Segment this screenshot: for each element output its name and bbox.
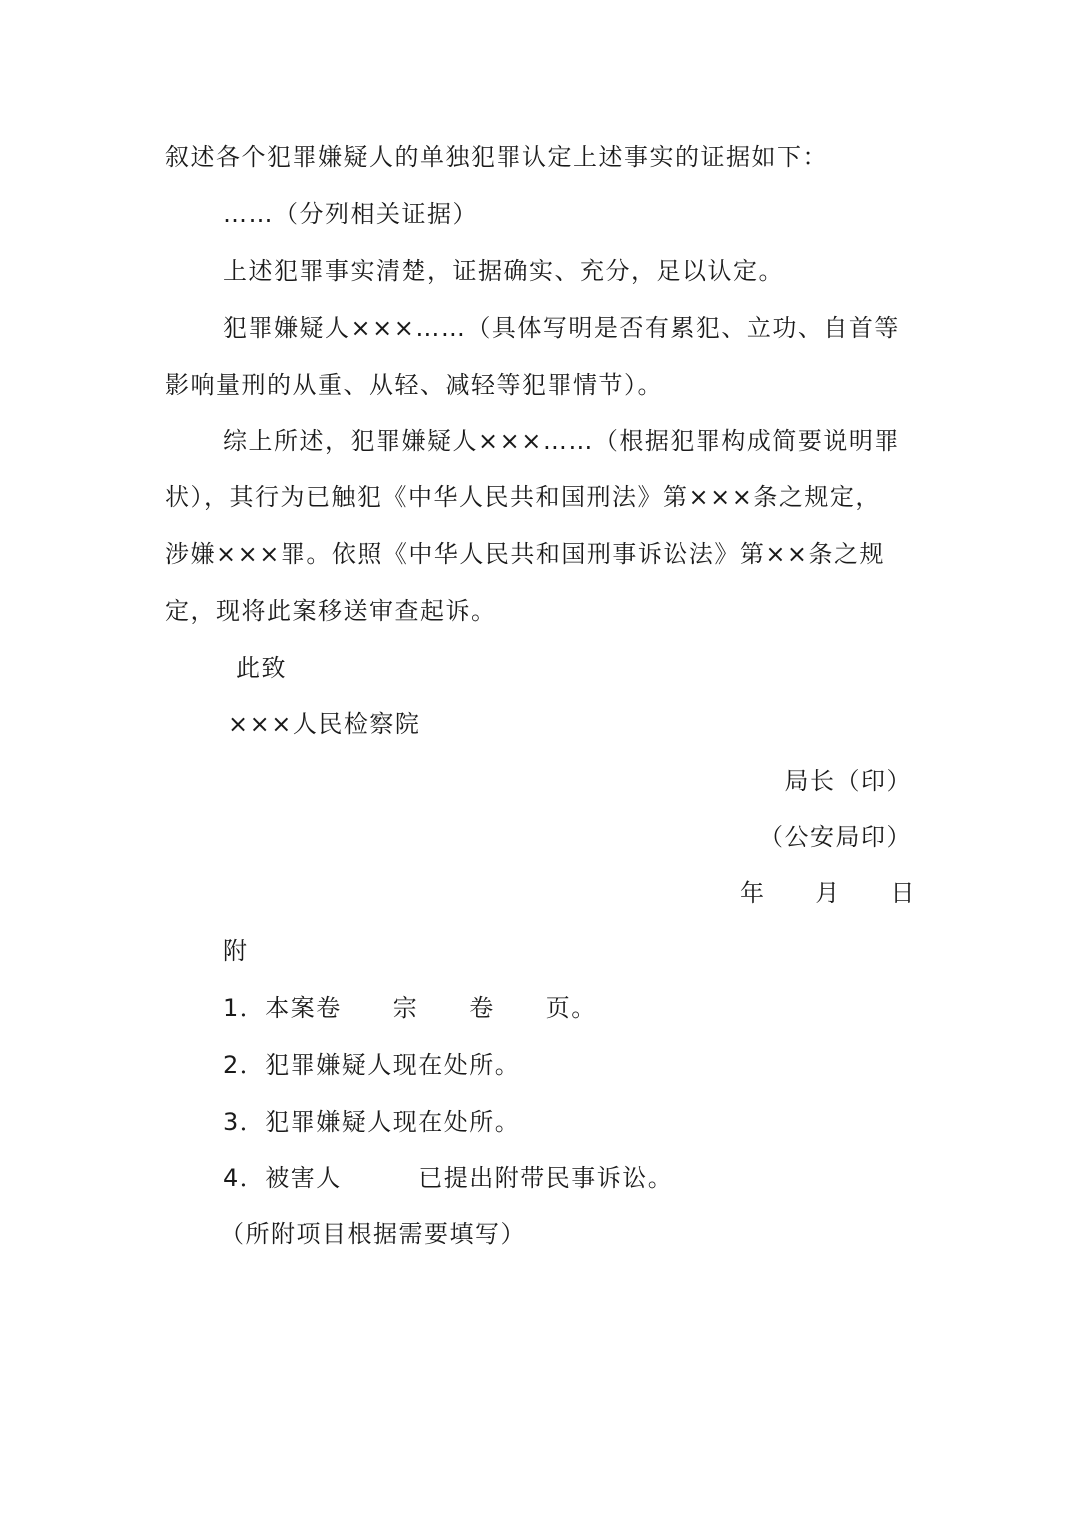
- signature-chief: 局长（印）: [784, 767, 912, 795]
- attachments-heading: 附: [223, 937, 249, 965]
- evidence-intro: 叙述各个犯罪嫌疑人的单独犯罪认定上述事实的证据如下：: [165, 143, 828, 171]
- summary-line-2: 状），其行为已触犯《中华人民共和国刑法》第×××条之规定，: [165, 483, 881, 511]
- date-month: 月: [815, 879, 841, 907]
- attachment-item-3: 3．犯罪嫌疑人现在处所。: [223, 1108, 521, 1136]
- signature-date: [740, 877, 916, 909]
- sentencing-factors-line-1: 犯罪嫌疑人×××……（具体写明是否有累犯、立功、自首等: [223, 314, 900, 342]
- salutation-recipient: ×××人民检察院: [228, 710, 421, 738]
- salutation-to: 此致: [236, 654, 287, 682]
- signature-seal: （公安局印）: [759, 823, 912, 851]
- summary-line-1: 综上所述，犯罪嫌疑人×××……（根据犯罪构成简要说明罪: [223, 427, 900, 455]
- summary-line-4: 定，现将此案移送审查起诉。: [165, 597, 497, 625]
- attachment-item-4: 4．被害人 已提出附带民事诉讼。: [223, 1164, 674, 1192]
- sentencing-factors-line-2: 影响量刑的从重、从轻、减轻等犯罪情节）。: [165, 371, 663, 399]
- attachment-item-1: 1．本案卷 宗 卷 页。: [223, 994, 597, 1022]
- date-day: 日: [890, 879, 916, 907]
- attachment-item-2: 2．犯罪嫌疑人现在处所。: [223, 1051, 521, 1079]
- date-year: 年: [740, 879, 766, 907]
- summary-line-3: 涉嫌×××罪。依照《中华人民共和国刑事诉讼法》第××条之规: [165, 540, 886, 568]
- facts-conclusion: 上述犯罪事实清楚，证据确实、充分，足以认定。: [223, 257, 784, 285]
- attachments-note: （所附项目根据需要填写）: [220, 1220, 526, 1248]
- evidence-list: ……（分列相关证据）: [223, 200, 478, 228]
